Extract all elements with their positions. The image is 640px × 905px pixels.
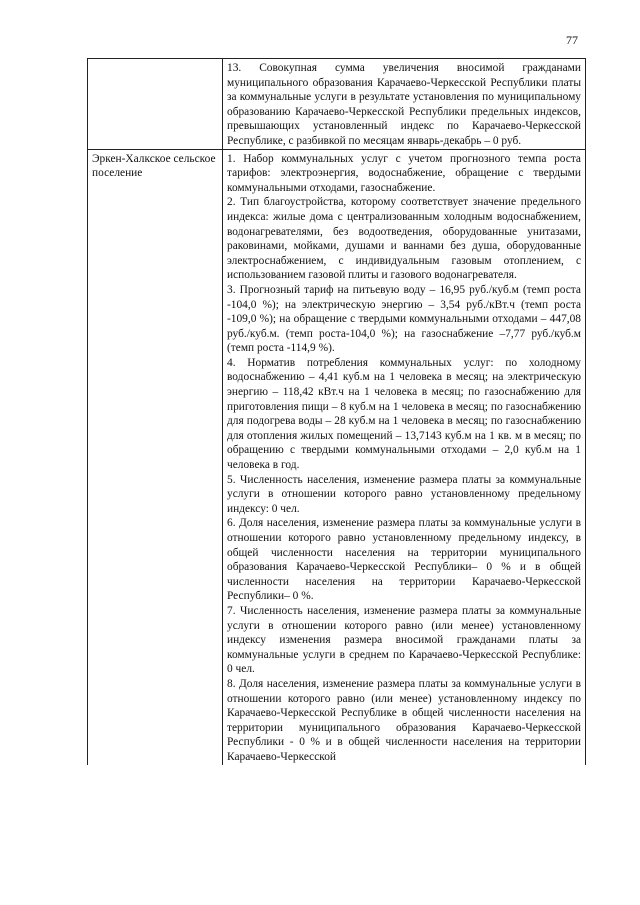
table-row xyxy=(88,149,586,764)
page-number: 77 xyxy=(566,33,578,47)
paragraph-5: 5. Численность населения, изменение размера платы за коммунальные услуги в отношении которого равно установленному предельному индексу: 0 чел. xyxy=(227,473,581,515)
paragraph-4: 4. Норматив потребления коммунальных услуг: по холодному водоснабжению – 4,41 куб.м на 1 человека в месяц; на электрическую энергию – 118,42 кВт.ч на 1 человека в месяц; по газоснабжению для приготовления пищи – 8 куб.м на 1 человека в месяц; по газоснабжению для подогрева воды – 28 куб.м на 1 человека в месяц; по газоснабжению для отопления жилых помещений – 13,7143 куб.м на 1 кв. м в месяц; по обращению с твердыми коммунальными отходами – 2,0 куб.м на 1 человека в год. xyxy=(227,356,581,472)
municipality-cell xyxy=(88,59,223,150)
indices-table xyxy=(87,58,586,765)
municipality-cell: Эркен-Халкское сельское поселение xyxy=(88,149,223,764)
paragraph-3: 3. Прогнозный тариф на питьевую воду – 16,95 руб./куб.м (темп роста -104,0 %); на электрическую энергию – 3,54 руб./кВт.ч (темп роста -109,0 %); на обращение с твердыми коммунальными отходами – 447,08 руб./куб.м. (темп роста-104,0 %); на газоснабжение –7,77 руб./куб.м (темп роста -114,9 %). xyxy=(227,283,581,355)
paragraph-1: 1. Набор коммунальных услуг с учетом прогнозного темпа роста тарифов: электроэнергия, водоснабжение, обращение с твердыми коммунальными отходами, газоснабжение. xyxy=(227,152,581,194)
paragraph-6: 6. Доля населения, изменение размера платы за коммунальные услуги в отношении которого равно установленному предельному индексу, в общей численности населения на территории муниципального образования Карачаево-Черкесской Республики– 0 % и в общей численности населения на территории Карачаево-Черкесской Республики– 0 %. xyxy=(227,517,581,603)
paragraph-7: 7. Численность населения, изменение размера платы за коммунальные услуги в отношении которого равно (или менее) установленному индексу изменения размера вносимой гражданами платы за коммунальные услуги в среднем по Карачаево-Черкесской Республике: 0 чел. xyxy=(227,604,581,676)
indicator-cell xyxy=(223,149,586,764)
indicator-cell xyxy=(223,59,586,150)
paragraph-8: 8. Доля населения, изменение размера платы за коммунальные услуги в отношении которого равно (или менее) установленному индексу по Карачаево-Черкесской Республике в общей численности населения на территории муниципального образования Карачаево-Черкесской Республики - 0 % и в общей численности населения на территории Карачаево-Черкесской xyxy=(227,677,581,763)
paragraph-13: 13. Совокупная сумма увеличения вносимой гражданами муниципального образования Карачаево-Черкесской Республики платы за коммунальные услуги в результате установления по муниципальному образованию Карачаево-Черкесской Республики предельных индексов, превышающих установленный индекс по Карачаево-Черкесской Республике, с разбивкой по месяцам январь-декабрь – 0 руб. xyxy=(227,62,581,147)
table-row xyxy=(88,59,586,150)
paragraph-2: 2. Тип благоустройства, которому соответствует значение предельного индекса: жилые дома с централизованным холодным водоснабжением, водонагревателями, без водоотведения, оборудованные унитазами, раковинами, мойками, душами и ваннами без душа, оборудованные электроснабжением, с индивидуальным газовым отоплением, с использованием газовой плиты и газового водонагревателя. xyxy=(227,196,581,282)
